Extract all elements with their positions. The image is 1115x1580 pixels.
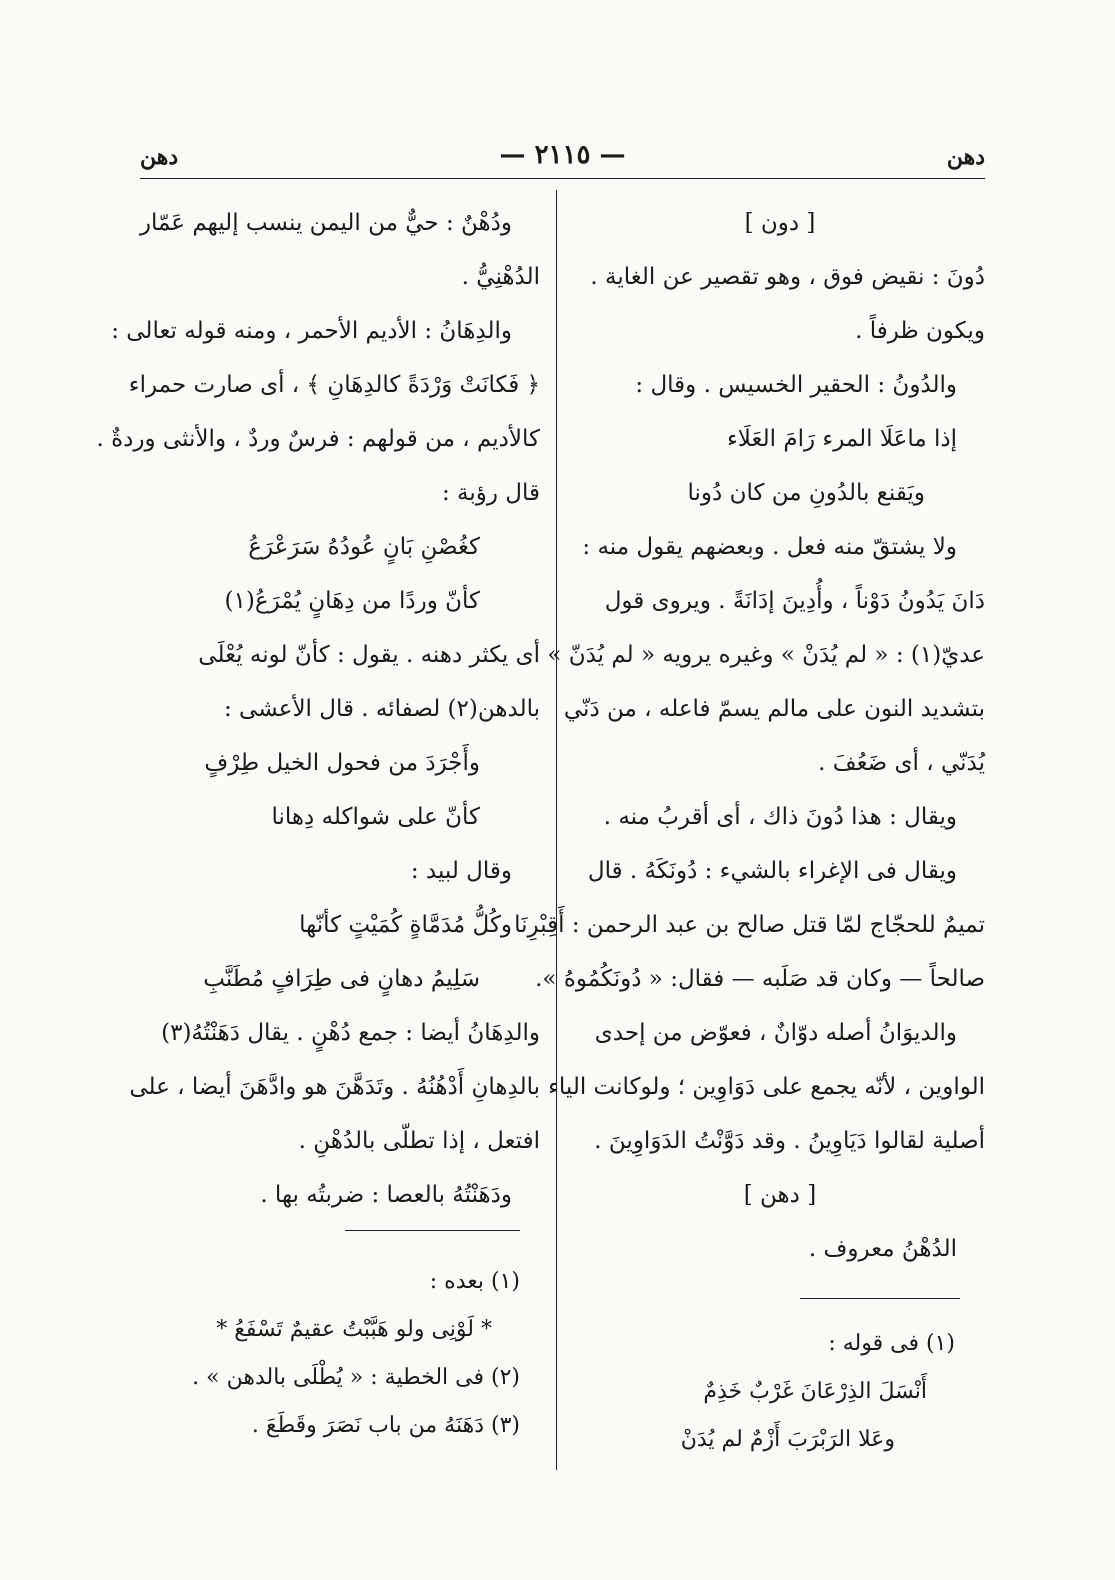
quran-quote-line: ﴿ فَكانَتْ وَرْدَةً كالدِهَانِ ﴾ ، أى صارت حمراء: [128, 372, 540, 398]
text-line: والديوَانُ أصله دوّانٌ ، فعوّض من إحدى: [594, 1020, 957, 1046]
verse-line: كأنّ على شواكله دِهانا: [271, 804, 480, 830]
footnote-line: (١) بعده :: [429, 1269, 520, 1294]
footnote-line: (١) فى قوله :: [828, 1331, 955, 1356]
text-line: أصلية لقالوا دَيَاوِينُ . وقد دَوَّنْتُ الدَوَاوِينَ .: [594, 1128, 985, 1154]
text-line: صالحاً — وكان قد صَلَبه — فقال: « دُونَكُمُوهُ ».: [535, 966, 985, 992]
footnote-verse-line: * لَوْنِى ولو هَبَّبْتُ عقيمٌ تَسْفَعُ *: [216, 1317, 492, 1342]
footnote-line: (٣) دَهَنَهُ من باب نَصَرَ وقَطَعَ .: [251, 1413, 520, 1438]
right-column: [514, 196, 985, 1276]
header-rule: [140, 178, 985, 179]
text-line: الدُهْنِيُّ .: [461, 264, 540, 290]
left-column: [96, 196, 540, 1222]
verse-line: إذا ماعَلَا المرء رَامَ العَلَاء: [726, 426, 957, 452]
text-line: دَانَ يَدُونُ دَوْناً ، وأُدِينَ إدَانَةً . ويروى قول: [604, 588, 985, 614]
header-entry-right: دهن: [946, 144, 985, 170]
text-line: ويقال فى الإغراء بالشيء : دُونَكَهُ . قال: [587, 858, 957, 884]
text-line: والدِهَانُ : الأديم الأحمر ، ومنه قوله تعالى :: [111, 318, 512, 344]
text-line: بالدهن(٢) لصفائه . قال الأعشى :: [223, 696, 540, 722]
text-line: أى يكثر دهنه . يقول : كأنّ لونه يُعْلَى: [198, 642, 540, 668]
footnote-rule-left: [345, 1230, 520, 1231]
verse-line: وكُلُّ مُدَمَّاةٍ كُمَيْتٍ كأنّها: [299, 912, 512, 938]
verse-line: وأَجْرَدَ من فحول الخيل طِرْفٍ: [204, 750, 480, 776]
text-line: والدُونُ : الحقير الخسيس . وقال :: [635, 372, 957, 398]
footnote-verse-line: وعَلا الرَبْرَبَ أَزْمٌ لم يُدَنْ: [680, 1427, 895, 1452]
text-line: تميمٌ للحجّاج لمّا قتل صالح بن عبد الرحمن : أَقِبْرِنَا: [514, 912, 985, 938]
text-line: والدِهَانُ أيضا : جمع دُهْنٍ . يقال دَهَنْتُهُ(٣): [161, 1020, 540, 1046]
text-line: ودَهَنْتُهُ بالعصا : ضربتُه بها .: [260, 1182, 512, 1208]
text-line: ويقال : هذا دُونَ ذاك ، أى أقربُ منه .: [603, 804, 957, 830]
verse-line: كأنّ وردًا من دِهَانٍ يُمْرَعُ(١): [224, 588, 480, 614]
footnote-rule-right: [800, 1298, 960, 1299]
column-divider: [556, 190, 557, 1470]
entry-heading-doon: [ دون ]: [744, 210, 816, 236]
text-line: كالأديم ، من قولهم : فرسٌ وردٌ ، والأنثى وردةٌ .: [96, 426, 540, 452]
header-entry-left: دهن: [140, 144, 179, 170]
text-line: يُدَنّي ، أى ضَعُفَ .: [818, 750, 985, 776]
text-line: وقال لبيد :: [410, 858, 512, 884]
page-number: — ٢١١٥ —: [499, 140, 626, 170]
text-line: افتعل ، إذا تطلّى بالدُهْنِ .: [298, 1128, 540, 1154]
text-line: الواوين ، لأنّه يجمع على دَوَاوِين ؛ ولوكانت الياء: [548, 1074, 985, 1100]
footnotes-left: [140, 1258, 520, 1450]
page-header: [140, 140, 985, 176]
text-line: دُونَ : نقيض فوق ، وهو تقصير عن الغاية .: [590, 264, 985, 290]
verse-line: كغُصْنِ بَانٍ عُودُهُ سَرَعْرَعُ: [248, 534, 480, 560]
verse-line: سَلِيمُ دهانٍ فى طِرَافٍ مُطَنَّبِ: [203, 966, 480, 992]
verse-line: ويَقنع بالدُونِ من كان دُونا: [687, 480, 925, 506]
text-line: ولا يشتقّ منه فعل . وبعضهم يقول منه :: [582, 534, 957, 560]
text-line: ودُهْنٌ : حيٌّ من اليمن ينسب إليهم عَمّار: [139, 210, 512, 236]
footnotes-right: [575, 1320, 955, 1464]
footnote-line: (٢) فى الخطية : « يُطْلَى بالدهن » .: [192, 1365, 520, 1390]
footnote-verse-line: أَنْسَلَ الذِرْعَانَ غَرْبٌ خَذِمٌ: [703, 1379, 927, 1404]
text-line: قال رؤبة :: [441, 480, 540, 506]
text-line: بتشديد النون على مالم يسمّ فاعله ، من دَنّي: [563, 696, 985, 722]
entry-heading-dahn: [ دهن ]: [743, 1182, 817, 1208]
text-line: الدُهْنُ معروف .: [808, 1236, 957, 1262]
text-line: عديّ(١) : « لم يُدَنْ » وغيره يرويه « لم يُدَنّ »: [547, 642, 985, 668]
text-line: بالدِهانِ أَدْهُنُهُ . وتَدَهَّنَ هو وادَّهَنَ أيضا ، على: [129, 1074, 540, 1100]
text-line: ويكون ظرفاً .: [855, 318, 985, 344]
